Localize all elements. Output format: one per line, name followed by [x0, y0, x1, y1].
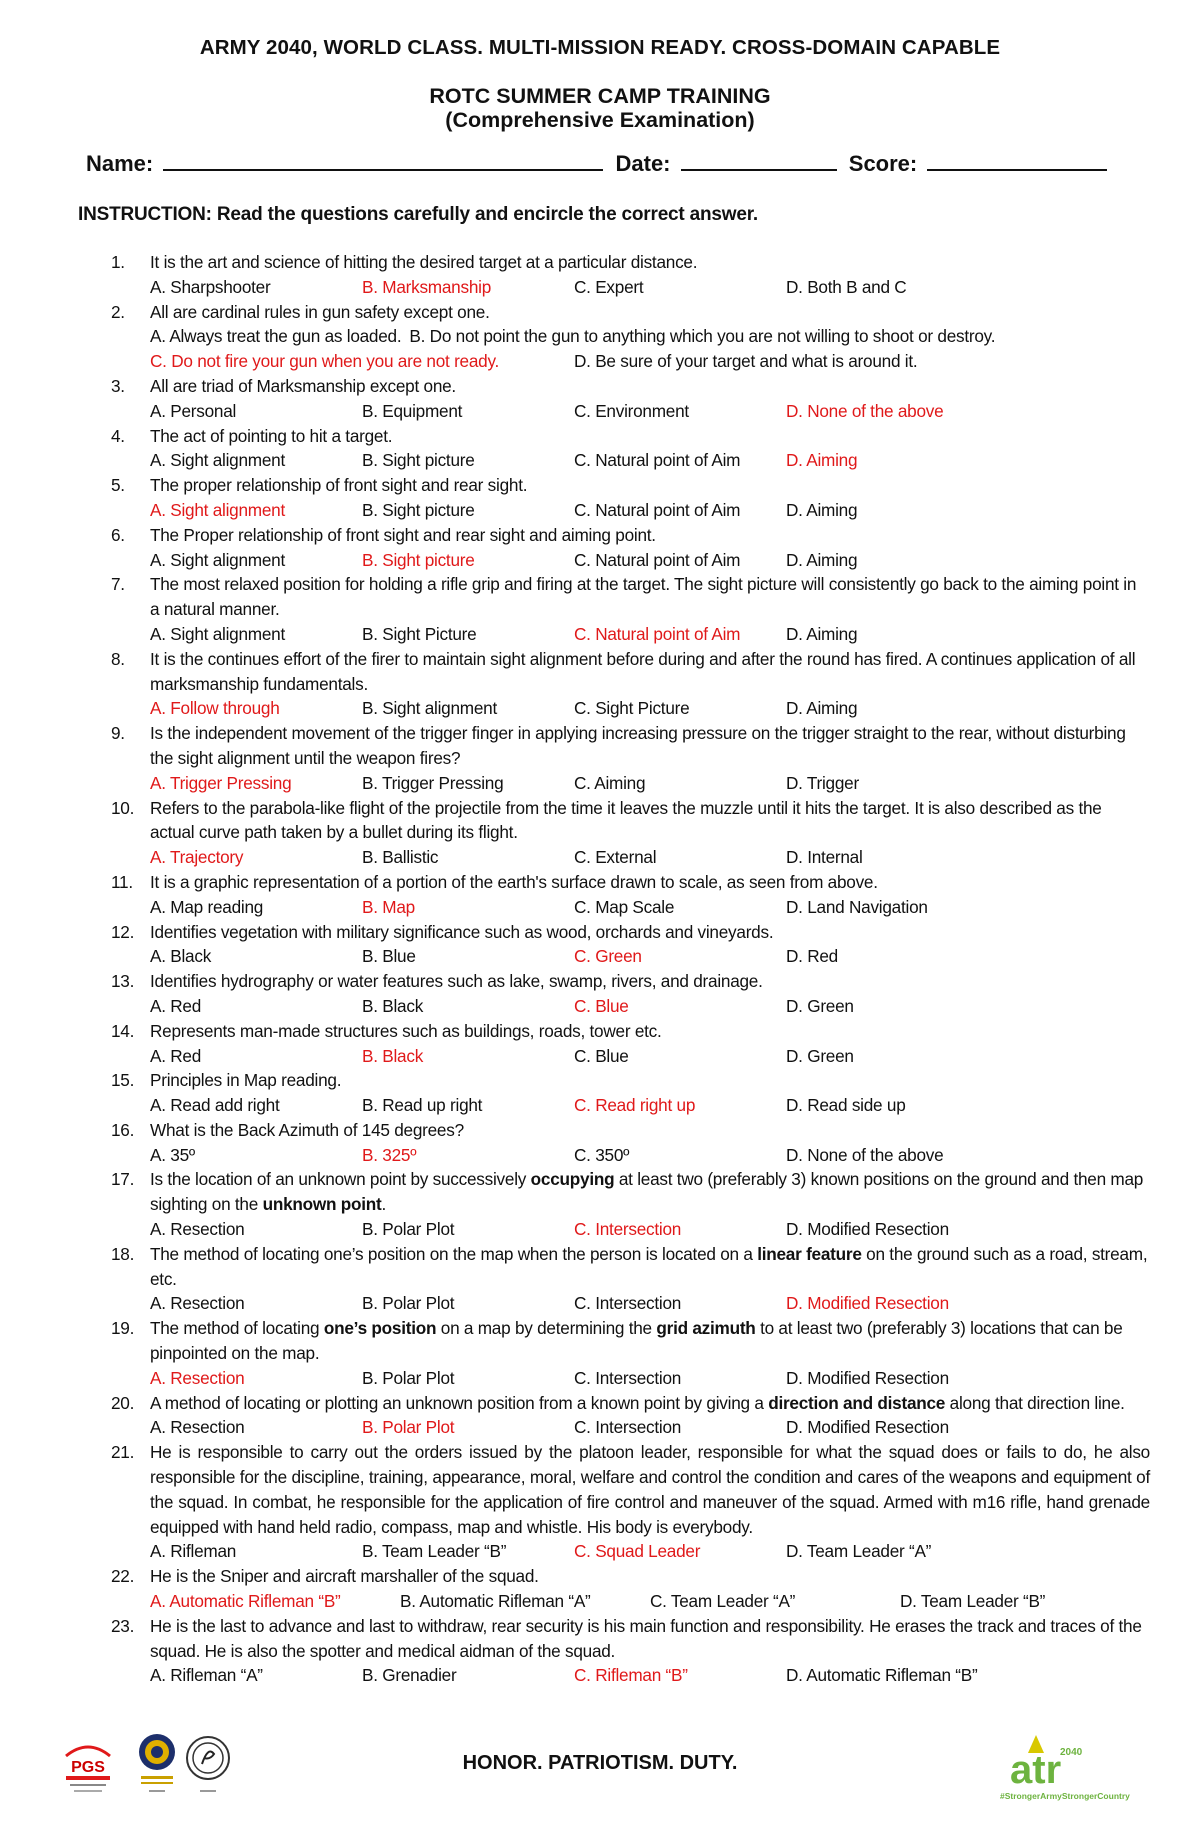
answer-option-correct[interactable]: B. Marksmanship: [362, 276, 492, 297]
options-row: [150, 399, 1150, 424]
question-number: 4.: [111, 425, 125, 446]
exam-subtitle: (Comprehensive Examination): [445, 108, 755, 132]
answer-option-correct[interactable]: A. Sight alignment: [150, 499, 285, 520]
question-number: 19.: [111, 1318, 135, 1339]
answer-option[interactable]: D. Automatic Rifleman “B”: [786, 1665, 978, 1686]
answer-option[interactable]: D. Team Leader “A”: [786, 1541, 932, 1562]
answer-option-correct[interactable]: C. Green: [574, 946, 642, 967]
atr-logo-text: atr: [1010, 1748, 1062, 1792]
answer-option[interactable]: A. Resection: [150, 1293, 245, 1314]
footer-motto: HONOR. PATRIOTISM. DUTY.: [462, 1752, 738, 1774]
question-item: [0, 374, 1200, 424]
question-stem: Is the independent movement of the trigger finger in applying increasing pressure on the trigger straight to the rear, without disturbing the sight alignment until the weapon fires?: [150, 723, 1126, 768]
question-item: [0, 1564, 1200, 1614]
answer-option-correct[interactable]: C. Squad Leader: [574, 1541, 701, 1562]
question-item: [0, 920, 1200, 970]
question-stem: He is the Sniper and aircraft marshaller of the squad.: [150, 1566, 539, 1587]
answer-option-correct[interactable]: D. Aiming: [786, 450, 858, 471]
answer-option[interactable]: C. Natural point of Aim: [574, 499, 741, 520]
answer-option[interactable]: B. Read up right: [362, 1095, 483, 1116]
answer-option-correct[interactable]: C. Do not fire your gun when you are not ready.: [150, 351, 500, 372]
stem-text: Is the location of an unknown point by successively: [150, 1169, 531, 1190]
options-row: [150, 1415, 1150, 1440]
stem-text: on a map by determining the: [436, 1318, 657, 1339]
question-stem: He is responsible to carry out the orders issued by the platoon leader, responsible for what the squad does or fails to do, he also responsible for the discipline, training, appearance, moral, welfare and control the condition and cares of the weapons and equipment of the squad. In combat, he responsible for the application of fire control and maneuver of the squad. Armed with m16 rifle, hand grenade equipped with hand held radio, compass, map and whistle. His body is everybody.: [150, 1442, 1150, 1537]
answer-option[interactable]: C. Blue: [574, 1045, 629, 1066]
answer-option[interactable]: D. Aiming: [786, 499, 858, 520]
answer-option[interactable]: A. Personal: [150, 400, 237, 421]
answer-option-correct[interactable]: A. Trigger Pressing: [150, 772, 292, 793]
answer-option[interactable]: A. Resection: [150, 1417, 245, 1438]
answer-option-correct[interactable]: C. Natural point of Aim: [574, 623, 741, 644]
name-label: Name:: [86, 151, 154, 176]
name-field[interactable]: [163, 151, 603, 171]
answer-option[interactable]: B. Sight alignment: [362, 698, 497, 719]
question-item: [0, 1068, 1200, 1118]
options-row: [150, 622, 1150, 647]
question-item: [0, 473, 1200, 523]
answer-option[interactable]: B. Blue: [362, 946, 416, 967]
options-row: [150, 1217, 1150, 1242]
answer-option[interactable]: C. Map Scale: [574, 896, 675, 917]
question-stem: [150, 1391, 1150, 1416]
score-label: Score:: [848, 151, 918, 176]
stem-text: to at least two (preferably 3) locations that can be pinpointed on the map.: [150, 1318, 1123, 1364]
question-number: 22.: [111, 1566, 135, 1587]
stem-text: along that direction line.: [945, 1392, 1125, 1413]
answer-option[interactable]: D. Green: [786, 1045, 854, 1066]
atr-logo-tagline: #StrongerArmyStrongerCountry: [1000, 1791, 1130, 1801]
answer-option[interactable]: B. Polar Plot: [362, 1367, 455, 1388]
question-stem: All are triad of Marksmanship except one.: [150, 375, 456, 396]
date-field[interactable]: [681, 151, 837, 171]
stem-bold-term: direction and distance: [768, 1392, 946, 1413]
question-item: [0, 1019, 1200, 1069]
options-row: [150, 324, 1200, 349]
question-stem: The Proper relationship of front sight and rear sight and aiming point.: [150, 524, 656, 545]
question-item: [0, 1242, 1200, 1316]
question-number: 11.: [111, 871, 133, 892]
answer-option[interactable]: A. Map reading: [150, 896, 264, 917]
answer-option[interactable]: C. Environment: [574, 400, 689, 421]
answer-option-correct[interactable]: D. Modified Resection: [786, 1293, 949, 1314]
question-stem: [150, 1242, 1150, 1292]
question-number: 5.: [111, 475, 125, 496]
answer-option[interactable]: D. Land Navigation: [786, 896, 928, 917]
answer-option[interactable]: D. Be sure of your target and what is around it.: [574, 351, 918, 372]
answer-option[interactable]: D. Aiming: [786, 549, 858, 570]
answer-option-correct[interactable]: A. Resection: [150, 1367, 245, 1388]
question-number: 2.: [111, 301, 125, 322]
answer-option[interactable]: D. Internal: [786, 847, 863, 868]
answer-option[interactable]: C. Intersection: [574, 1367, 682, 1388]
answer-option-correct[interactable]: B. Black: [362, 1045, 424, 1066]
score-field[interactable]: [927, 151, 1107, 171]
name-date-score-row: [86, 151, 1126, 177]
answer-option-correct[interactable]: C. Intersection: [574, 1219, 682, 1240]
options-row: [150, 944, 1150, 969]
answer-option[interactable]: A. Resection: [150, 1219, 245, 1240]
answer-option[interactable]: A. Always treat the gun as loaded.: [150, 326, 402, 347]
question-stem: It is the continues effort of the firer to maintain sight alignment before during and after the round has fired. A continues application of all marksmanship fundamentals.: [150, 648, 1136, 694]
options-row: [150, 1143, 1150, 1168]
answer-option[interactable]: A. Red: [150, 995, 202, 1016]
question-number: 18.: [111, 1243, 135, 1264]
options-row: [150, 696, 1150, 721]
stem-text: at least two (preferably 3) known positions on the ground and then map sighting on the: [150, 1169, 1144, 1215]
answer-option[interactable]: C. Natural point of Aim: [574, 450, 741, 471]
answer-option[interactable]: A. 35º: [150, 1144, 195, 1165]
governance-seal-logo: [135, 1732, 179, 1798]
stem-text: on the ground such as a road, stream, etc.: [150, 1243, 1148, 1289]
answer-option[interactable]: A. Black: [150, 946, 212, 967]
answer-option[interactable]: B. Ballistic: [362, 847, 439, 868]
answer-option[interactable]: D. Aiming: [786, 698, 858, 719]
options-row: [150, 1366, 1150, 1391]
question-stem: Represents man-made structures such as buildings, roads, tower etc.: [150, 1020, 662, 1041]
answer-option[interactable]: B. Polar Plot: [362, 1293, 455, 1314]
question-item: [0, 1316, 1200, 1390]
circle-seal-logo: [184, 1734, 232, 1798]
question-item: [0, 523, 1200, 573]
question-item: [0, 1118, 1200, 1168]
atr-logo-year: 2040: [1060, 1747, 1083, 1758]
atr-2040-logo: [1000, 1725, 1130, 1803]
question-number: 20.: [111, 1392, 135, 1413]
question-stem: What is the Back Azimuth of 145 degrees?: [150, 1119, 464, 1140]
answer-option[interactable]: B. Black: [362, 995, 424, 1016]
answer-option[interactable]: D. Red: [786, 946, 838, 967]
stem-bold-term: linear feature: [757, 1243, 862, 1264]
question-item: [0, 796, 1200, 870]
question-number: 1.: [111, 252, 125, 272]
answer-option[interactable]: C. Expert: [574, 276, 644, 297]
answer-option[interactable]: D. Modified Resection: [786, 1367, 949, 1388]
answer-option[interactable]: D. Aiming: [786, 623, 858, 644]
answer-option[interactable]: A. Rifleman: [150, 1541, 237, 1562]
options-row: [150, 1663, 1150, 1688]
answer-option[interactable]: C. Intersection: [574, 1293, 682, 1314]
answer-option[interactable]: C. Intersection: [574, 1417, 682, 1438]
answer-option[interactable]: D. Read side up: [786, 1095, 906, 1116]
question-number: 3.: [111, 375, 125, 396]
question-number: 7.: [111, 574, 125, 595]
answer-option-correct[interactable]: A. Trajectory: [150, 847, 244, 868]
options-row: [150, 448, 1150, 473]
question-number: 16.: [111, 1119, 135, 1140]
answer-option[interactable]: C. Sight Picture: [574, 698, 690, 719]
question-stem: It is a graphic representation of a portion of the earth's surface drawn to scale, as seen from above.: [150, 871, 878, 892]
stem-text: .: [381, 1194, 387, 1215]
question-number: 15.: [111, 1070, 135, 1091]
options-row: [150, 1044, 1150, 1069]
pgs-logo-text: PGS: [71, 1759, 105, 1776]
question-stem: He is the last to advance and last to withdraw, rear security is his main function and responsibility. He erases the track and traces of the squad. He is also the spotter and medical aidman of the squad.: [150, 1615, 1142, 1661]
question-number: 21.: [111, 1442, 135, 1463]
stem-bold-term: unknown point: [262, 1194, 382, 1215]
answer-option[interactable]: B. Automatic Rifleman “A”: [400, 1591, 591, 1612]
answer-option[interactable]: A. Red: [150, 1045, 202, 1066]
answer-option[interactable]: D. Modified Resection: [786, 1219, 949, 1240]
options-row: [150, 1093, 1150, 1118]
answer-option[interactable]: D. Trigger: [786, 772, 859, 793]
question-item: [0, 572, 1200, 646]
question-list: [0, 250, 1200, 1688]
question-item: [0, 424, 1200, 474]
options-row: [150, 994, 1150, 1019]
answer-option-correct[interactable]: B. Map: [362, 896, 415, 917]
answer-option[interactable]: B. Trigger Pressing: [362, 772, 504, 793]
answer-option[interactable]: A. Sharpshooter: [150, 276, 271, 297]
question-item: [0, 721, 1200, 795]
answer-option-correct[interactable]: B. Polar Plot: [362, 1417, 455, 1438]
answer-option[interactable]: D. Green: [786, 995, 854, 1016]
stem-bold-term: grid azimuth: [656, 1318, 756, 1339]
question-item: [0, 870, 1200, 920]
question-number: 9.: [111, 723, 125, 744]
stem-text: A method of locating or plotting an unknown position from a known point by giving a: [150, 1392, 769, 1413]
date-label: Date:: [615, 151, 671, 176]
answer-option[interactable]: B. Do not point the gun to anything which you are not willing to shoot or destroy.: [409, 326, 996, 347]
pgs-logo: [62, 1738, 114, 1798]
answer-option[interactable]: B. Polar Plot: [362, 1219, 455, 1240]
question-item: [0, 1614, 1200, 1688]
options-row: [150, 275, 1150, 300]
exam-title: ROTC SUMMER CAMP TRAINING: [429, 84, 771, 108]
answer-option[interactable]: B. Sight picture: [362, 450, 475, 471]
answer-option-correct[interactable]: D. None of the above: [786, 400, 944, 421]
question-stem: The act of pointing to hit a target.: [150, 425, 393, 446]
question-stem: Principles in Map reading.: [150, 1070, 342, 1091]
stem-bold-term: occupying: [530, 1169, 615, 1190]
question-number: 14.: [111, 1020, 135, 1041]
answer-option[interactable]: D. Both B and C: [786, 276, 907, 297]
question-number: 6.: [111, 524, 125, 545]
answer-option-correct[interactable]: C. Blue: [574, 995, 629, 1016]
question-number: 13.: [111, 971, 135, 992]
question-stem: The proper relationship of front sight and rear sight.: [150, 475, 528, 496]
answer-option-correct[interactable]: C. Read right up: [574, 1095, 696, 1116]
options-row: [150, 548, 1150, 573]
answer-option[interactable]: B. Equipment: [362, 400, 463, 421]
stem-text: The method of locating one’s position on the map when the person is located on a: [150, 1243, 758, 1264]
options-row: [150, 498, 1150, 523]
answer-option[interactable]: B. Sight Picture: [362, 623, 477, 644]
options-row: [150, 1589, 1150, 1614]
answer-option[interactable]: C. Team Leader “A”: [650, 1591, 796, 1612]
question-item: [0, 647, 1200, 721]
answer-option[interactable]: A. Sight alignment: [150, 450, 285, 471]
options-row: [150, 1291, 1150, 1316]
answer-option[interactable]: C. Aiming: [574, 772, 646, 793]
answer-option[interactable]: A. Rifleman “A”: [150, 1665, 263, 1686]
question-stem: All are cardinal rules in gun safety except one.: [150, 301, 490, 322]
question-item: [0, 1167, 1200, 1241]
question-number: 8.: [111, 648, 125, 669]
question-number: 23.: [111, 1615, 135, 1636]
answer-option[interactable]: C. Natural point of Aim: [574, 549, 741, 570]
question-item: [0, 300, 1200, 374]
header-motto: ARMY 2040, WORLD CLASS. MULTI-MISSION READY. CROSS-DOMAIN CAPABLE: [199, 36, 1001, 59]
options-row: [150, 1539, 1150, 1564]
question-stem: Refers to the parabola-like flight of the projectile from the time it leaves the muzzle until it hits the target. It is also described as the actual curve path taken by a bullet during its flight.: [150, 797, 1102, 843]
stem-text: The method of locating: [150, 1318, 324, 1339]
question-item: [0, 969, 1200, 1019]
question-stem: It is the art and science of hitting the desired target at a particular distance.: [150, 252, 698, 272]
answer-option[interactable]: C. External: [574, 847, 657, 868]
answer-option[interactable]: A. Sight alignment: [150, 623, 285, 644]
answer-option[interactable]: A. Sight alignment: [150, 549, 285, 570]
question-number: 12.: [111, 921, 135, 942]
options-row: [150, 771, 1150, 796]
answer-option[interactable]: D. Team Leader “B”: [900, 1591, 1046, 1612]
answer-option[interactable]: D. None of the above: [786, 1144, 944, 1165]
question-stem: Identifies hydrography or water features such as lake, swamp, rivers, and drainage.: [150, 971, 763, 992]
instruction: INSTRUCTION: Read the questions carefully and encircle the correct answer.: [78, 204, 758, 225]
answer-option[interactable]: A. Read add right: [150, 1095, 280, 1116]
options-row: [150, 349, 1200, 374]
options-row: [150, 895, 1150, 920]
answer-option[interactable]: C. 350º: [574, 1144, 630, 1165]
answer-option[interactable]: D. Modified Resection: [786, 1417, 949, 1438]
answer-option-correct[interactable]: B. 325º: [362, 1144, 417, 1165]
question-stem: Identifies vegetation with military significance such as wood, orchards and vineyards.: [150, 921, 774, 942]
question-number: 10.: [111, 797, 135, 818]
options-row: [150, 845, 1150, 870]
answer-option-correct[interactable]: B. Sight picture: [362, 549, 475, 570]
question-item: [0, 1391, 1200, 1441]
answer-option[interactable]: B. Sight picture: [362, 499, 475, 520]
question-item: [0, 1440, 1200, 1564]
answer-option[interactable]: B. Team Leader “B”: [362, 1541, 507, 1562]
question-stem: [150, 1316, 1150, 1366]
answer-option-correct[interactable]: A. Automatic Rifleman “B”: [150, 1591, 341, 1612]
question-item: [0, 250, 1200, 300]
answer-option[interactable]: B. Grenadier: [362, 1665, 457, 1686]
question-number: 17.: [111, 1169, 135, 1190]
stem-bold-term: one’s position: [323, 1318, 437, 1339]
question-stem: [150, 1167, 1150, 1217]
answer-option-correct[interactable]: A. Follow through: [150, 698, 280, 719]
question-stem: The most relaxed position for holding a rifle grip and firing at the target. The sight picture will consistently go back to the aiming point in a natural manner.: [150, 574, 1137, 620]
answer-option-correct[interactable]: C. Rifleman “B”: [574, 1665, 688, 1686]
